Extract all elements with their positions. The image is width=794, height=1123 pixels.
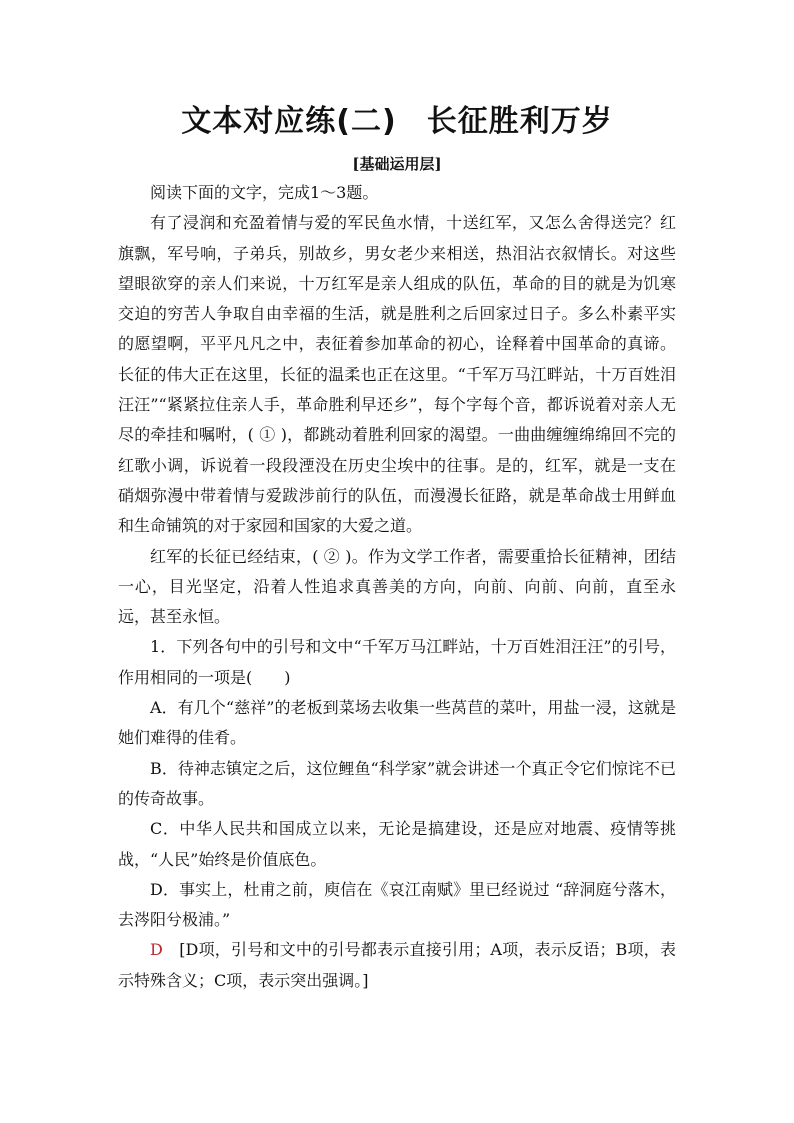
reading-instruction: 阅读下面的文字，完成1～3题。 — [150, 183, 379, 202]
section-heading: [基础运用层] — [352, 155, 442, 173]
answer-explanation: [D项，引号和文中的引号都表示直接引用；A项，表示反语；B项，表示特殊含义；C项，表示突出强调。] — [118, 940, 676, 990]
passage-paragraph-1: 有了浸润和充盈着情与爱的军民鱼水情，十送红军，又怎么舍得送完？红旗飘，军号响，子弟兵，别故乡，男女老少来相送，热泪沾衣叙情长。对这些望眼欲穿的亲人们来说，十万红军是亲人组成的队伍，革命的目的就是为饥寒交迫的穷苦人争取自由幸福的生活，就是胜利之后回家过日子。多么朴素平实的愿望啊，平平凡凡之中，表征着参加革命的初心，诠释着中国革命的真谛。长征的伟大正在这里，长征的温柔也正在这里。“千军万马江畔站，十万百姓泪汪汪”“紧紧拉住亲人手，革命胜利早还乡”，每个字每个音，都诉说着对亲人无尽的牵挂和嘱咐，( ① )，都跳动着胜利回家的渴望。一曲曲缠缠绵绵回不完的红歌小调，诉说着一段段湮没在历史尘埃中的往事。是的，红军，就是一支在硝烟弥漫中带着情与爱跋涉前行的队伍，而漫漫长征路，就是革命战士用鲜血和生命铺筑的对于家园和国家的大爱之道。 — [118, 213, 676, 536]
passage-paragraph-2: 红军的长征已经结束，( ② )。作为文学工作者，需要重拾长征精神，团结一心，目光坚定，沿着人性追求真善美的方向，向前、向前、向前，直至永远，甚至永恒。 — [118, 546, 676, 627]
option-d: D．事实上，杜甫之前，庾信在《哀江南赋》里已经说过 “辞洞庭兮落木，去涔阳兮极浦。” — [118, 879, 676, 930]
page-title — [0, 96, 794, 140]
title-main: 文本对应练(二) — [181, 104, 397, 139]
document-body — [118, 178, 676, 996]
question-stem: 1．下列各句中的引号和文中“千军万马江畔站，十万百姓泪汪汪”的引号，作用相同的一项是( ) — [118, 637, 676, 687]
answer-block — [118, 935, 676, 996]
option-a: A．有几个“慈祥”的老板到菜场去收集一些莴苣的菜叶，用盐一浸，这就是她们难得的佳肴。 — [118, 698, 676, 748]
title-sub: 长征胜利万岁 — [426, 104, 613, 139]
option-b: B．待神志镇定之后，这位鲤鱼“科学家”就会讲述一个真正令它们惊诧不已的传奇故事。 — [118, 758, 676, 808]
option-c: C．中华人民共和国成立以来，无论是搞建设，还是应对地震、疫情等挑战，“人民”始终是价值底色。 — [118, 819, 676, 869]
answer-letter: D — [150, 940, 163, 960]
